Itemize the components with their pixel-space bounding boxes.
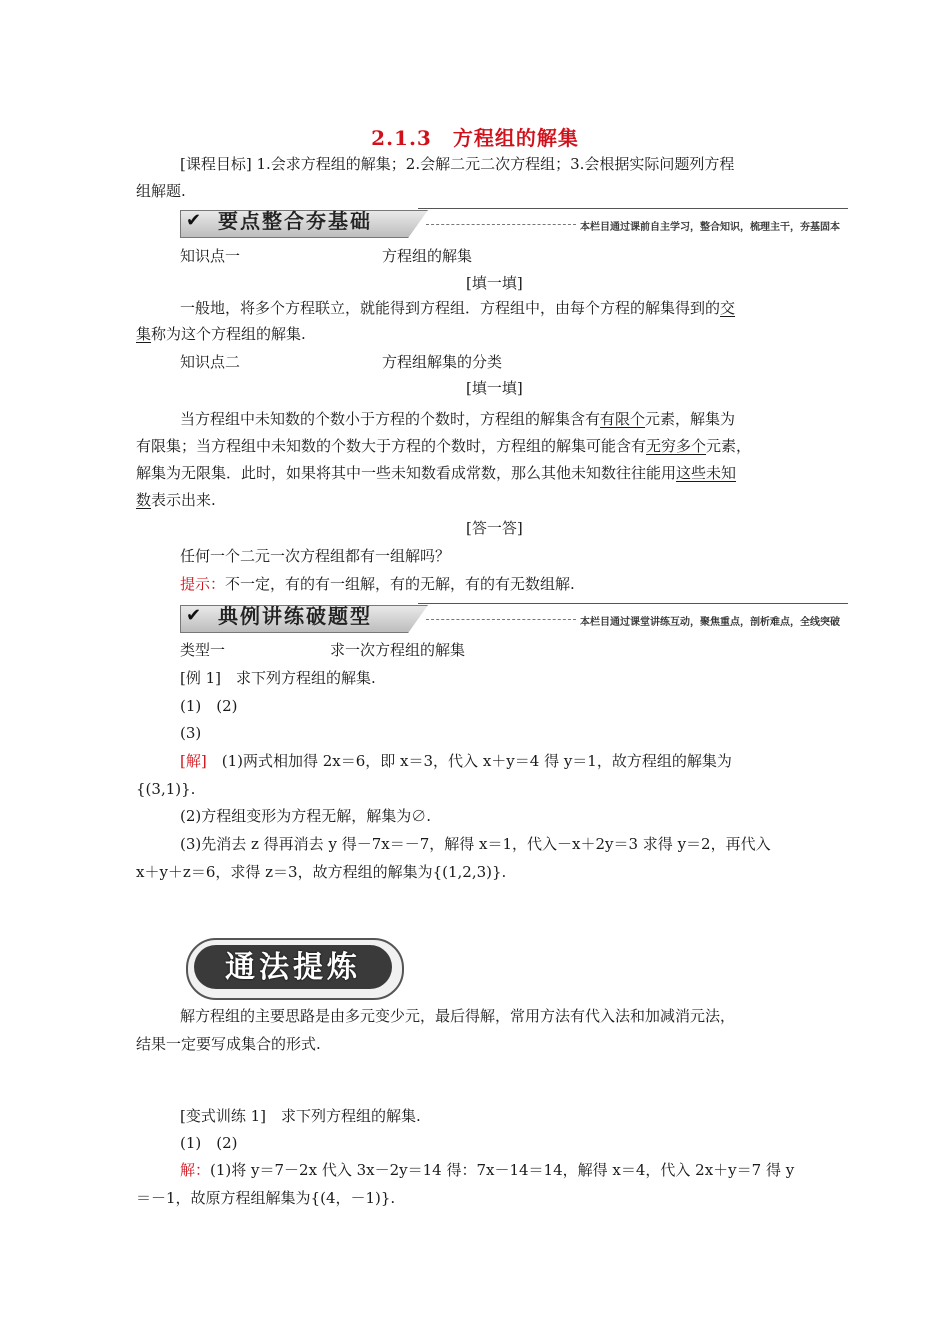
answer-label: [答一答]: [466, 519, 523, 537]
kp2-text: 元素，解集为: [645, 410, 736, 428]
hint-label: 提示：: [180, 575, 226, 593]
kp2-line2: [136, 436, 751, 456]
section-banner-examples: [180, 603, 848, 633]
checkmark-icon: ✔: [186, 210, 202, 231]
hint-text: 不一定，有的有一组解，有的无解，有的有无数组解.: [225, 575, 575, 593]
kp2-text: 元素，: [706, 437, 752, 455]
kp1-answer: 交: [720, 299, 736, 317]
page-title: 2.1.3 方程组的解集: [371, 126, 579, 150]
fill-in-label-2: [填一填]: [466, 379, 523, 397]
kp2-text: 有限集；当方程组中未知数的个数大于方程的个数时，方程组的解集可能含有: [136, 437, 647, 455]
example-1-prompt: [例 1] 求下列方程组的解集.: [180, 669, 376, 687]
type-1-topic: 求一次方程组的解集: [330, 641, 466, 659]
kp2-line3: [136, 463, 736, 483]
kp2-answer-unknowns-cont: 数: [136, 491, 152, 509]
banner-note: 本栏目通过课前自主学习，整合知识，梳理主干，夯基固本: [580, 222, 840, 233]
checkmark-icon: ✔: [186, 605, 202, 626]
solution-line3: (3)先消去 z 得再消去 y 得－7x＝－7，解得 x＝1，代入－x＋2y＝3 求得 y＝2，再代入: [180, 835, 771, 853]
method-summary-badge: [186, 938, 404, 1000]
course-goals-line2: 组解题.: [136, 182, 186, 200]
kp1-text-cont: 称为这个方程组的解集.: [151, 325, 306, 343]
knowledge-point-2-label: 知识点二: [180, 353, 241, 371]
kp2-answer-finite: 有限个: [600, 410, 646, 428]
solution-text: (1)两式相加得 2x＝6，即 x＝3，代入 x＋y＝4 得 y＝1，故方程组的解集为: [206, 752, 732, 770]
hint: [180, 574, 575, 594]
kp1-line1: [180, 298, 735, 318]
kp2-text: 当方程组中未知数的个数小于方程的个数时，方程组的解集含有: [180, 410, 601, 428]
course-goals-line1: [课程目标] 1.会求方程组的解集；2.会解二元二次方程组；3.会根据实际问题列方程: [180, 155, 735, 173]
variant-solution-label: 解：: [180, 1161, 211, 1179]
banner-rule: [418, 603, 848, 604]
kp2-line4: [136, 490, 216, 510]
variant-solution-text: (1)将 y＝7－2x 代入 3x－2y＝14 得：7x－14＝14，解得 x＝4，代入 2x＋y＝7 得 y: [210, 1161, 795, 1179]
kp2-answer-unknowns: 这些未知: [676, 464, 737, 482]
banner-label: 要点整合夯基础: [218, 209, 372, 233]
kp1-text: 一般地，将多个方程联立，就能得到方程组．方程组中，由每个方程的解集得到的: [180, 299, 721, 317]
knowledge-point-1-label: 知识点一: [180, 247, 241, 265]
badge-text: 通法提炼: [225, 950, 361, 985]
method-line1: 解方程组的主要思路是由多元变少元，最后得解，常用方法有代入法和加减消元法，: [180, 1007, 736, 1025]
solution-line2: (2)方程组变形为方程无解，解集为∅.: [180, 807, 432, 825]
example-1-part-3: (3): [180, 724, 202, 742]
banner-dash: [426, 224, 576, 225]
variant-solution-line1: [180, 1160, 794, 1180]
kp2-line1: [180, 409, 735, 429]
method-line2: 结果一定要写成集合的形式.: [136, 1035, 321, 1053]
banner-note: 本栏目通过课堂讲练互动，聚焦重点，剖析难点，全线突破: [580, 617, 840, 628]
kp2-answer-infinite: 无穷多个: [646, 437, 707, 455]
banner-label: 典例讲练破题型: [218, 604, 372, 628]
solution-line1-cont: {(3,1)}.: [136, 780, 196, 798]
kp2-text: 表示出来.: [151, 491, 216, 509]
banner-rule: [418, 208, 848, 209]
question: 任何一个二元一次方程组都有一组解吗？: [180, 547, 451, 565]
knowledge-point-1-topic: 方程组的解集: [382, 247, 473, 265]
solution-line1: [180, 751, 732, 771]
banner-dash: [426, 619, 576, 620]
variant-1-parts: (1) (2): [180, 1134, 238, 1152]
knowledge-point-2-topic: 方程组解集的分类: [382, 353, 503, 371]
solution-label: [解]: [180, 752, 207, 770]
variant-1-prompt: [变式训练 1] 求下列方程组的解集.: [180, 1107, 421, 1125]
section-banner-basics: [180, 208, 848, 238]
fill-in-label-1: [填一填]: [466, 274, 523, 292]
type-1-label: 类型一: [180, 641, 226, 659]
kp1-answer-cont: 集: [136, 325, 152, 343]
solution-line3-cont: x＋y＋z＝6，求得 z＝3，故方程组的解集为{(1,2,3)}.: [136, 863, 507, 881]
variant-solution-line2: ＝－1，故原方程组解集为{(4，－1)}.: [136, 1189, 396, 1207]
example-1-parts-1-2: (1) (2): [180, 697, 238, 715]
kp1-line2: [136, 324, 306, 344]
kp2-text: 解集为无限集．此时，如果将其中一些未知数看成常数，那么其他未知数往往能用: [136, 464, 677, 482]
